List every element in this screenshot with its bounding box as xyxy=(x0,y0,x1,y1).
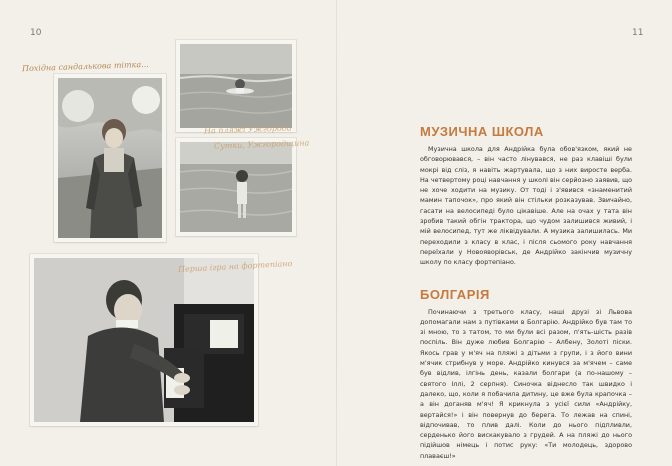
section-body-bulgaria: Починаючи з третього класу, наші друзі зі Львова допомагали нам з путівками в Болгарію. Андрійко був там то зі мною, то з татом, то ми були всі разом, п'ять-шість разів поспіль. Він дуже любив Болгарію – Албену, Золоті піски. Якось грав у м'яч на пляжі з дітьми з групи, і з його вини м'ячик стрибнув у море. Андрійко кинувся за м'ячем – саме був відлив, ілгінь день, казали болгари (а по-нашому – святого Іллі, 2 серпня). Синочка віднесло так швидко і далеко, що, коли я побачила дитину, це вже була крапочка – а він доганяв м'яч! Я крикнула з усієї сили «Андрійку, вертайся!» і він повернув до берега. То лежав на спині, відпочивав, то плив далі. Коли до нього підпливли, серденько його вискакувало з грудей. А на пляжі до нього підійшов німець і потис руку: «Ти молодець, здорово плаваєш!» xyxy=(420,307,632,460)
photo-boy-garden xyxy=(54,74,166,242)
photo-piano-image xyxy=(34,258,254,422)
photo-sea-bottom-image xyxy=(180,142,292,232)
caption-piano: Перша ігра на фортепіано xyxy=(177,259,293,274)
page-number-right: 11 xyxy=(632,28,644,38)
page-number-left: 10 xyxy=(30,28,42,38)
caption-beach-bottom: Сутки, Ужгородщина xyxy=(213,138,310,151)
section-heading-bulgaria: БОЛГАРІЯ xyxy=(420,286,490,302)
caption-top-left: Похідна сандалькова тітка... xyxy=(21,59,149,74)
photo-boy-garden-image xyxy=(58,78,162,238)
section-body-music-school: Музична школа для Андрійка була обов'язком, який не обговорювався, – він часто лінувався, не раз клавіші були мокрі від сліз, я навіть жартувала, що з них виросте верба. На четвертому році навчання у школі він серйозно заявив, що не хоче ходити на музику. От тоді і з'явився «знаменитий мамин тапочок», про який він стільки розказував. Звичайно, гасати на велосипеді було цікавіше. Але на очах у тата він зробив такий обгін трактора, що чудом залишився живий, і мій велосипед, тут же ліквідували. А музика залишилась. Ми переходили з класу в клас, і після сьомого року навчання переїхали у Новояворівськ, де Андрійко закінчив музичну школу по класу фортепіано. xyxy=(420,145,632,267)
photo-piano xyxy=(30,254,258,426)
photo-swimming-top xyxy=(176,40,296,132)
right-page-text xyxy=(420,124,632,461)
photo-sea-bottom xyxy=(176,138,296,236)
photo-swimming-top-image xyxy=(180,44,292,128)
book-gutter xyxy=(336,0,337,466)
section-heading-music-school: МУЗИЧНА ШКОЛА xyxy=(420,124,544,139)
caption-beach-top: На пляжі Ужгорода xyxy=(203,123,292,136)
